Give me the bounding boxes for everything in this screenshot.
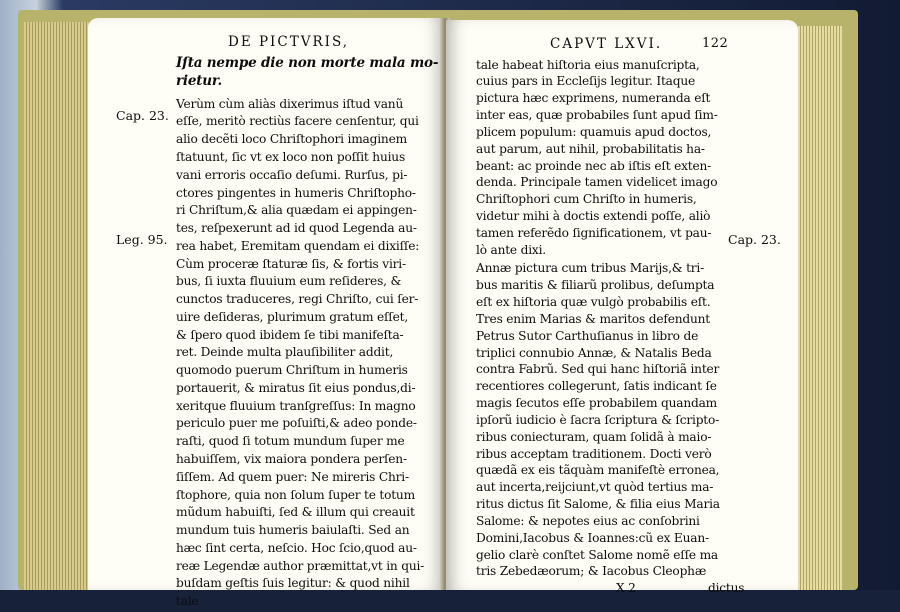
text-line: hæc ſint certa, neſcio. Hoc ſcio,quod au-: [176, 540, 417, 555]
text-line: plicem populum: quamuis apud doctos,: [476, 124, 712, 139]
text-line: pictura hæc exprimens, numeranda eſt: [476, 91, 711, 106]
text-line: Domini,Iacobus & Ioannes:cũ ex Euan-: [476, 530, 709, 545]
text-line: cunctos traduceres, regi Chriſto, cui ſer-: [176, 292, 419, 307]
left-page-edges: [24, 22, 94, 590]
text-line: denda. Principale tamen videlicet imago: [476, 175, 718, 190]
text-line: ri Chriſtum,& alia quædam ei appingen-: [176, 203, 417, 218]
left-running-head: DE PICTVRIS,: [228, 34, 350, 50]
text-line: Tres enim Marias & maritos defendunt: [476, 311, 710, 326]
text-line: aut incerta,reijciunt,vt quòd tertius ma-: [476, 480, 714, 495]
text-line: Salome: & nepotes eius ac conſobrini: [476, 513, 700, 528]
text-line: Verùm cùm aliàs dixerimus iſtud vanũ: [176, 96, 404, 111]
text-line: cuius pars in Eccleſijs legitur. Itaque: [476, 74, 696, 89]
text-line: gelio clarè conſtet Salome nomẽ eſſe ma: [476, 547, 718, 562]
text-line: bus, ſi iuxta fluuium eum reſideres, &: [176, 274, 402, 289]
text-line: uire deſideras, plurimum gratum eſſet,: [176, 309, 408, 324]
margin-note: Cap. 23.: [116, 108, 169, 123]
text-line: alio decẽti loco Chriſtophori imaginem: [176, 132, 407, 147]
text-line: contra Fabrũ. Sed qui hanc hiſtoriã inter: [476, 362, 720, 377]
text-line: reæ Legendæ author præmittat,vt in qui-: [176, 558, 425, 573]
text-line: raſti, quod ſi totum mundum ſuper me: [176, 434, 405, 449]
text-line: vani erroris occaſio deſumi. Rurſus, pi-: [176, 167, 408, 182]
text-line: triplici connubio Annæ, & Natalis Beda: [476, 345, 712, 360]
text-line: Chriſtophori cum Chriſto in humeris,: [476, 192, 697, 207]
text-line: ſtophore, quia non ſolum ſuper te totum: [176, 487, 415, 502]
text-line: aut parum, aut nihil, probabilitatis ha-: [476, 141, 705, 156]
italic-line: rietur.: [176, 73, 223, 90]
margin-note: Cap. 23.: [728, 232, 781, 247]
page-number: 122: [702, 36, 729, 51]
text-line: periculo puer me poſuiſti,& adeo ponde-: [176, 416, 417, 431]
text-line: portauerit, & miratus ſit eius pondus,di-: [176, 380, 416, 395]
text-line: mũdum habuiſti, ſed & illum qui creauit: [176, 505, 415, 520]
text-line: eſſe, meritò rectiùs facere cenſentur, qui: [176, 114, 419, 129]
signature-mark: X 2: [616, 581, 636, 596]
text-line: Annæ pictura cum tribus Marijs,& tri-: [476, 261, 705, 276]
italic-line: Iſta nempe die non morte mala mo-: [176, 54, 439, 71]
text-line: tris Zebedæorum; & Iacobus Cleophæ: [476, 564, 707, 579]
right-running-head: CAPVT LXVI.: [550, 36, 663, 52]
text-line: bus maritis & filiarũ prolibus, deſumpta: [476, 278, 715, 293]
text-line: quomodo puerum Chriſtum in humeris: [176, 363, 408, 378]
text-line: ritus dictus ſit Salome, & filia eius Maria: [476, 497, 720, 511]
text-line: inter eas, quæ probabiles ſunt apud ſim-: [476, 108, 718, 122]
text-line: ctores pingentes in humeris Chriſtopho-: [176, 185, 416, 200]
text-line: ipſorũ iudicio è ſacra ſcriptura & ſcripto-: [476, 412, 720, 427]
text-line: beant: ac proinde nec ab iſtis eſt exten-: [476, 158, 712, 173]
text-line: tamen referẽdo ſignificationem, vt pau-: [476, 225, 712, 240]
text-line: Cùm proceræ ſtaturæ ſis, & fortis viri-: [176, 256, 406, 271]
text-line: Petrus Sutor Carthuſianus in libro de: [476, 328, 699, 343]
text-line: habuiſſem, vix maiora pondera perſen-: [176, 452, 407, 466]
text-line: ret. Deinde multa plauſibiliter addit,: [176, 345, 394, 360]
right-page-edges: [792, 26, 842, 590]
text-line: ſiſſem. Ad quem puer: Ne mireris Chri-: [176, 469, 409, 484]
catchword: dictus: [708, 581, 745, 596]
text-line: xeritque fluuium tranſgreſſus: In magno: [176, 398, 416, 413]
text-line: ribus coniecturam, quam ſolidã à maio-: [476, 429, 712, 444]
catchword: tale: [176, 594, 199, 609]
text-line: mundum tuis humeris baiulaſti. Sed an: [176, 523, 410, 537]
text-line: buſdam geſtis ſuis legitur: & quod nihil: [176, 576, 410, 591]
text-line: ſtatuunt, ſic vt ex loco non poſſit huius: [176, 150, 406, 164]
text-line: quædã ex eis tãquàm manifeſtè erronea,: [476, 463, 720, 478]
text-line: tale habeat hiſtoria eius manuſcripta,: [476, 57, 700, 72]
text-line: lò ante dixi.: [476, 242, 546, 257]
left-page: [88, 18, 444, 609]
text-line: rea habet, Eremitam quendam ei dixiſſe:: [176, 238, 420, 253]
right-page: [446, 20, 798, 596]
text-line: magis ſecutos eſſe probabilem quandam: [476, 396, 717, 410]
text-line: & ſpero quod ibidem ſe tibi manifeſta-: [176, 327, 404, 342]
text-line: eſt ex hiſtoria quæ vulgò probabilis eſt.: [476, 295, 711, 309]
text-line: tes, reſpexerunt ad id quod Legenda au-: [176, 221, 417, 235]
text-line: recentiores collegerunt, ſatis indicant ſe: [476, 379, 717, 394]
text-line: videtur mihi à doctis extendi poſſe, aliò: [476, 209, 711, 223]
margin-note: Leg. 95.: [116, 232, 168, 247]
text-line: ribus acceptam traditionem. Docti verò: [476, 446, 712, 461]
